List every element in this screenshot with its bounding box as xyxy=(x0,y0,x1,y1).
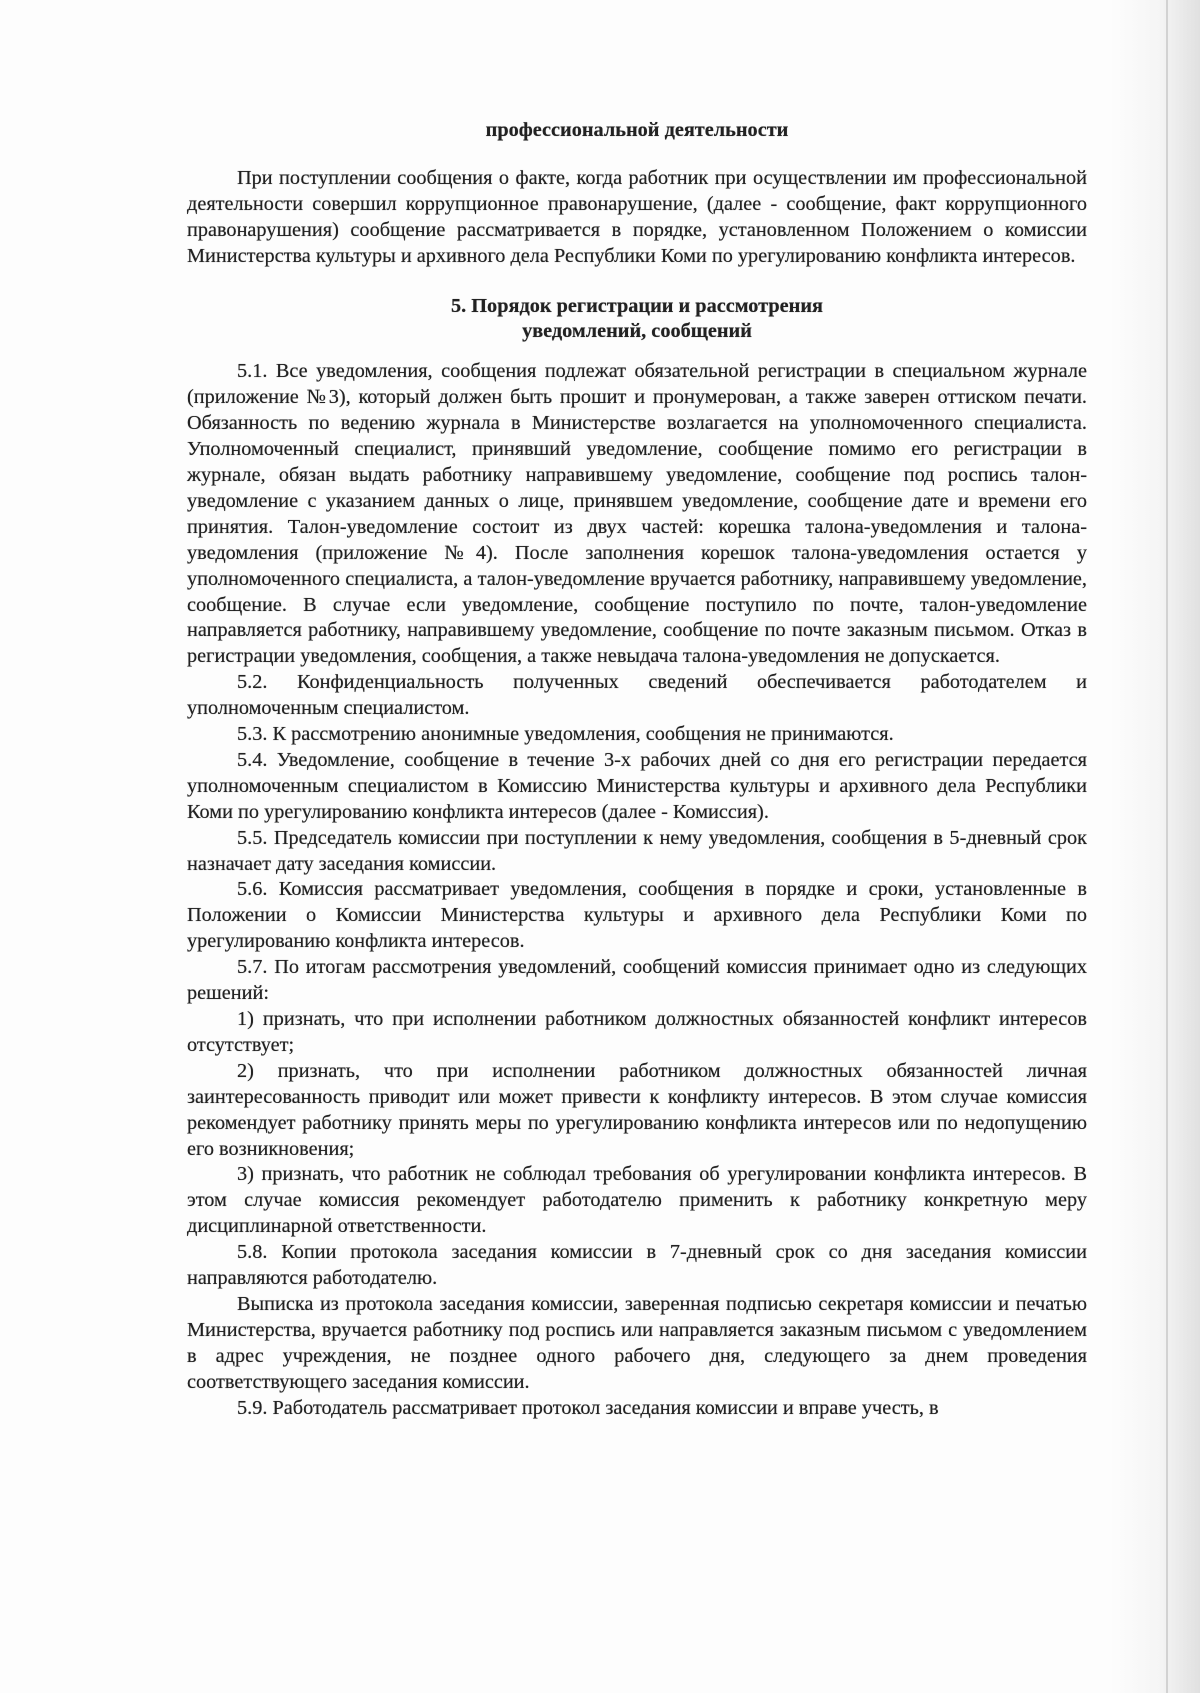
paragraph-5-1: 5.1. Все уведомления, сообщения подлежат обязательной регистрации в специальном журнале (приложение №3), который должен быть прошит и пронумерован, а также заверен оттиском печати. Обязанность по ведению журнала в Министерстве возлагается на уполномоченного специалиста. Уполномоченный специалист, принявший уведомление, сообщение помимо его регистрации в журнале, обязан выдать работнику направившему уведомление, сообщение под роспись талон-уведомление с указанием данных о лице, принявшем уведомление, сообщение дате и времени его принятия. Талон-уведомление состоит из двух частей: корешка талона-уведомления и талона-уведомления (приложение №4). После заполнения корешок талона-уведомления остается у уполномоченного специалиста, а талон-уведомление вручается работнику, направившему уведомление, сообщение. В случае если уведомление, сообщение поступило по почте, талон-уведомление направляется работнику, направившему уведомление, сообщение по почте заказным письмом. Отказ в регистрации уведомления, сообщения, а также невыдача талона-уведомления не допускается. xyxy=(187,360,1087,668)
paragraph-5-6: 5.6. Комиссия рассматривает уведомления, сообщения в порядке и сроки, установленные в Положении о Комиссии Министерства культуры и архивного дела Республики Коми по урегулированию конфликта интересов. xyxy=(187,878,1087,953)
paragraph-extract: Выписка из протокола заседания комиссии, заверенная подписью секретаря комиссии и печатью Министерства, вручается работнику под роспись или направляется заказным письмом с уведомлением в адрес учреждения, не позднее одного рабочего дня, следующего за днем проведения соответствующего заседания комиссии. xyxy=(187,1292,1087,1393)
document-body xyxy=(187,118,1087,1422)
section-title-continuation: профессиональной деятельности xyxy=(485,119,789,141)
decision-item-1: 1) признать, что при исполнении работником должностных обязанностей конфликт интересов отсутствует; xyxy=(187,1008,1087,1056)
paragraph-5-4: 5.4. Уведомление, сообщение в течение 3-х рабочих дней со дня его регистрации передается уполномоченным специалистом в Комиссию Министерства культуры и архивного дела Республики Коми по урегулированию конфликта интересов (далее - Комиссия). xyxy=(187,748,1087,823)
section-5-title-line-2: уведомлений, сообщений xyxy=(522,320,752,343)
paragraph-5-8: 5.8. Копии протокола заседания комиссии в 7-дневный срок со дня заседания комиссии направляются работодателю. xyxy=(187,1241,1087,1290)
intro-paragraph: При поступлении сообщения о факте, когда работник при осуществлении им профессиональной деятельности совершил коррупционное правонарушение, (далее - сообщение, факт коррупционного правонарушения) сообщение рассматривается в порядке, установленном Положением о комиссии Министерства культуры и архивного дела Республики Коми по урегулированию конфликта интересов. xyxy=(187,166,1087,267)
scan-edge-line xyxy=(1166,0,1168,1693)
decision-item-2: 2) признать, что при исполнении работником должностных обязанностей личная заинтересованность приводит или может привести к конфликту интересов. В этом случае комиссия рекомендует работнику принять меры по урегулированию конфликта интересов или по недопущению его возникновения; xyxy=(187,1059,1087,1160)
paragraph-5-9: 5.9. Работодатель рассматривает протокол заседания комиссии и вправе учесть, в xyxy=(237,1396,939,1419)
paragraph-5-2: 5.2. Конфиденциальность полученных сведений обеспечивается работодателем и уполномоченным специалистом. xyxy=(187,671,1087,720)
section-5-title-line-1: 5. Порядок регистрации и рассмотрения xyxy=(451,294,823,317)
paragraph-5-7: 5.7. По итогам рассмотрения уведомлений, сообщений комиссия принимает одно из следующих решений: xyxy=(187,956,1087,1005)
scan-edge-shadow xyxy=(1110,0,1200,1693)
decision-item-3: 3) признать, что работник не соблюдал требования об урегулировании конфликта интересов. В этом случае комиссия рекомендует работодателю применить к работнику конкретную меру дисциплинарной ответственности. xyxy=(187,1163,1087,1238)
paragraph-5-5: 5.5. Председатель комиссии при поступлении к нему уведомления, сообщения в 5-дневный срок назначает дату заседания комиссии. xyxy=(187,826,1087,875)
paragraph-5-3: 5.3. К рассмотрению анонимные уведомления, сообщения не принимаются. xyxy=(237,723,894,746)
